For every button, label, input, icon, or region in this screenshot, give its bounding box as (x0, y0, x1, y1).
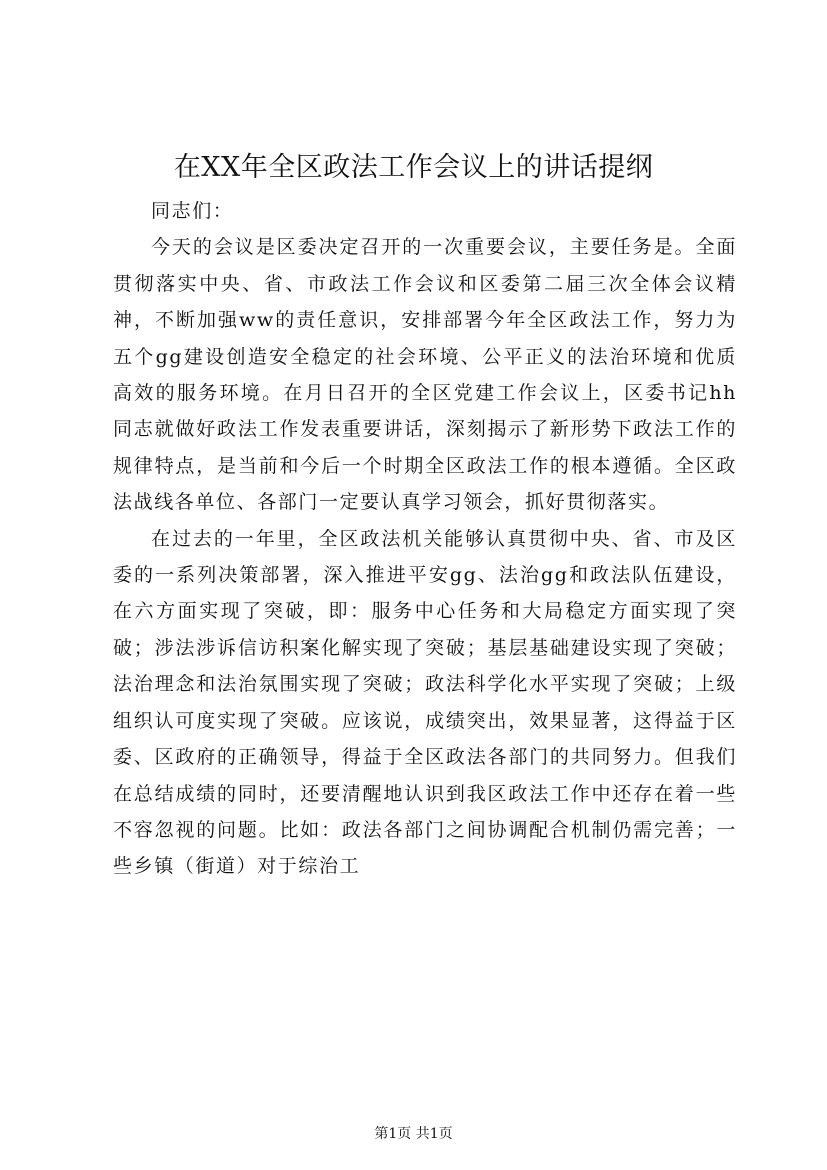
page-number-footer: 第1页 共1页 (374, 1126, 453, 1142)
document-title: 在XX年全区政法工作会议上的讲话提纲 (173, 152, 654, 183)
paragraph-greeting: 同志们： (151, 200, 234, 222)
paragraph-past-year-review: 在过去的一年里，全区政法机关能够认真贯彻中央、省、市及区委的一系列决策部署，深入推进平安gg、法治gg和政法队伍建设，在六方面实现了突破，即：服务中心任务和大局稳定方面实现了突破；涉法涉诉信访积案化解实现了突破；基层基础建设实现了突破；法治理念和法治氛围实现了突破；政法科学化水平实现了突破；上级组织认可度实现了突破。应该说，成绩突出，效果显著，这得益于区委、区政府的正确领导，得益于全区政法各部门的共同努力。但我们在总结成绩的同时，还要清醒地认识到我区政法工作中还存在着一些不容忽视的问题。比如：政法各部门之间协调配合机制仍需完善；一些乡镇（街道）对于综治工 (113, 527, 737, 878)
document-body (113, 193, 737, 885)
paragraph-meeting-purpose: 今天的会议是区委决定召开的一次重要会议，主要任务是。全面贯彻落实中央、省、市政法工作会议和区委第二届三次全体会议精神，不断加强ww的责任意识，安排部署今年全区政法工作，努力为五个gg建设创造安全稳定的社会环境、公平正义的法治环境和优质高效的服务环境。在月日召开的全区党建工作会议上，区委书记hh同志就做好政法工作发表重要讲话，深刻揭示了新形势下政法工作的规律特点，是当前和今后一个时期全区政法工作的根本遵循。全区政法战线各单位、各部门一定要认真学习领会，抓好贯彻落实。 (113, 236, 737, 514)
